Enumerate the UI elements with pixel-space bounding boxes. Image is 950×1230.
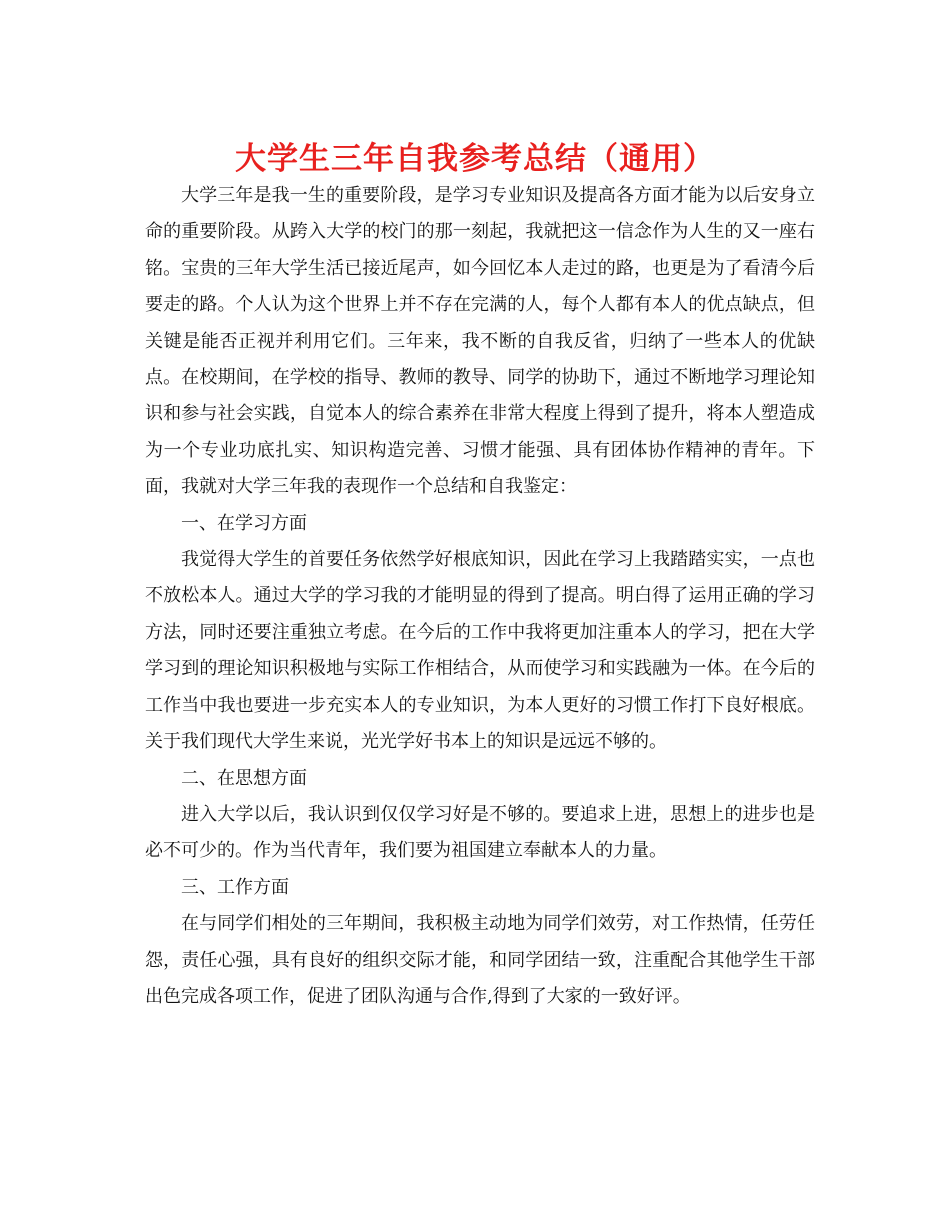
thought-paragraph: 进入大学以后，我认识到仅仅学习好是不够的。要追求上进，思想上的进步也是必不可少的。作为当代青年，我们要为祖国建立奉献本人的力量。 (145, 803, 815, 862)
section-heading-thought: 二、在思想方面 (181, 767, 307, 789)
document-body (145, 178, 815, 1015)
section-heading-work: 三、工作方面 (181, 876, 289, 898)
document-title: 大学生三年自我参考总结（通用） (235, 141, 715, 177)
section-heading-study: 一、在学习方面 (181, 512, 307, 534)
intro-paragraph: 大学三年是我一生的重要阶段，是学习专业知识及提高各方面才能为以后安身立命的重要阶段。从跨入大学的校门的那一刻起，我就把这一信念作为人生的又一座右铭。宝贵的三年大学生活已接近尾声，如今回忆本人走过的路，也更是为了看清今后要走的路。个人认为这个世界上并不存在完满的人，每个人都有本人的优点缺点，但关键是能否正视并利用它们。三年来，我不断的自我反省，归纳了一些本人的优缺点。在校期间，在学校的指导、教师的教导、同学的协助下，通过不断地学习理论知识和参与社会实践，自觉本人的综合素养在非常大程度上得到了提升，将本人塑造成为一个专业功底扎实、知识构造完善、习惯才能强、具有团体协作精神的青年。下面，我就对大学三年我的表现作一个总结和自我鉴定： (145, 185, 815, 498)
study-paragraph: 我觉得大学生的首要任务依然学好根底知识，因此在学习上我踏踏实实，一点也不放松本人。通过大学的学习我的才能明显的得到了提高。明白得了运用正确的学习方法，同时还要注重独立考虑。在今后的工作中我将更加注重本人的学习，把在大学学习到的理论知识积极地与实际工作相结合，从而使学习和实践融为一体。在今后的工作当中我也要进一步充实本人的专业知识，为本人更好的习惯工作打下良好根底。关于我们现代大学生来说，光光学好书本上的知识是远远不够的。 (145, 549, 815, 753)
work-paragraph: 在与同学们相处的三年期间，我积极主动地为同学们效劳，对工作热情，任劳任怨，责任心强，具有良好的组织交际才能，和同学团结一致，注重配合其他学生干部出色完成各项工作，促进了团队沟通与合作,得到了大家的一致好评。 (145, 913, 815, 1007)
